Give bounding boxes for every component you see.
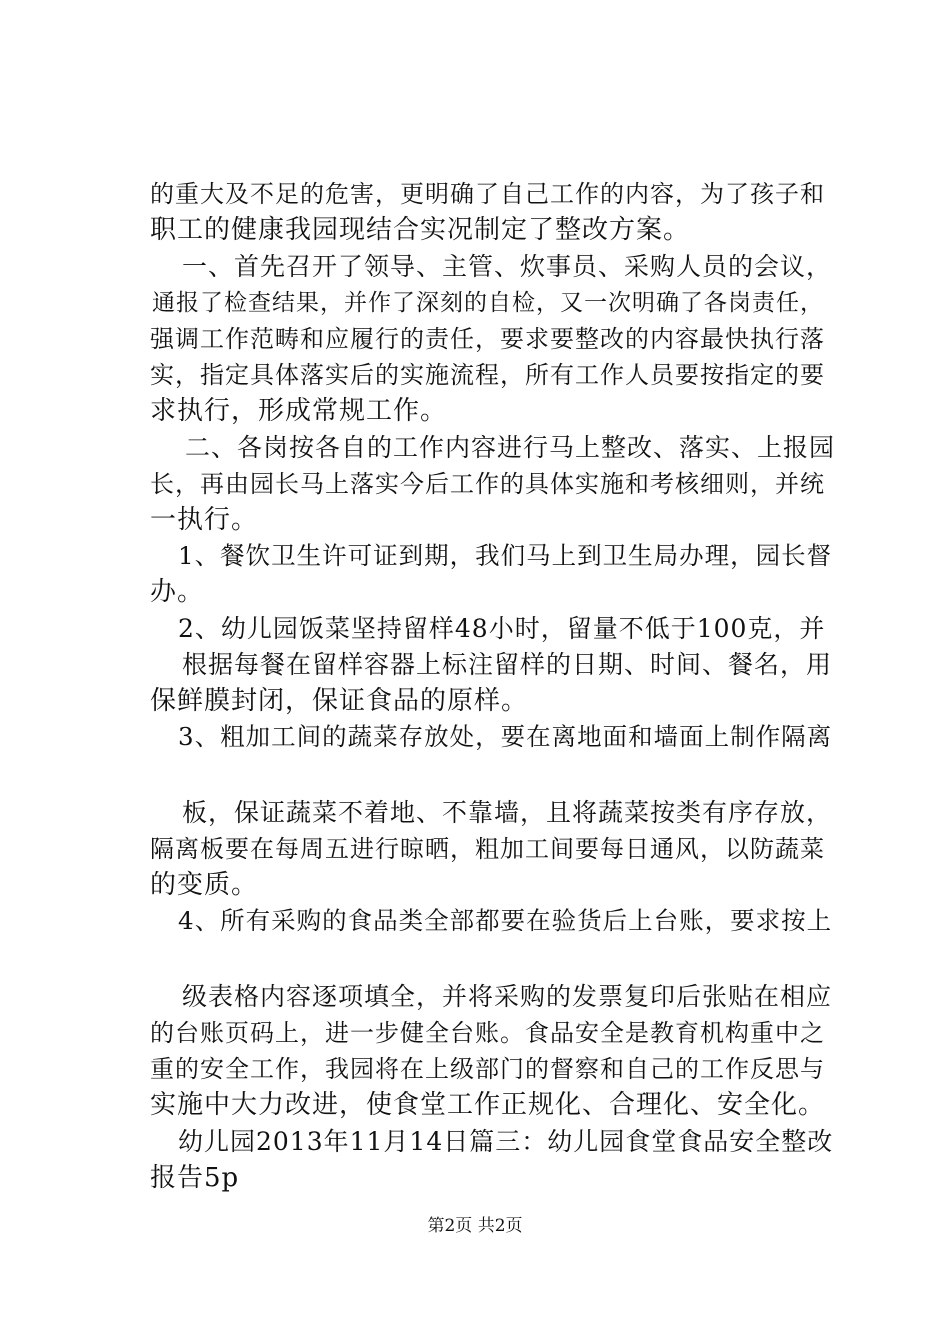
paragraph-line: 求执行，形成常规工作。 [150,396,448,426]
paragraph-line: 幼儿园2013年11月14日篇三：幼儿园食堂食品安全整改 [178,1127,834,1156]
paragraph-line: 1、餐饮卫生许可证到期，我们马上到卫生局办理，园长督 [178,541,833,570]
paragraph-line: 一、首先召开了领导、主管、炊事员、采购人员的会议， [182,252,833,281]
paragraph-line: 保鲜膜封闭，保证食品的原样。 [150,686,529,716]
paragraph-line: 4、所有采购的食品类全部都要在验货后上台账，要求按上 [178,906,833,935]
paragraph-line: 报告5p [150,1163,240,1193]
paragraph-line: 板，保证蔬菜不着地、不靠墙，且将蔬菜按类有序存放， [182,798,833,827]
paragraph-line: 办。 [150,577,205,607]
page-number-footer: 第2页 共2页 [427,1216,523,1236]
paragraph-line: 的重大及不足的危害，更明确了自己工作的内容，为了孩子和 [150,180,825,208]
paragraph-line: 长，再由园长马上落实今后工作的具体实施和考核细则，并统 [150,470,825,498]
paragraph-line: 3、粗加工间的蔬菜存放处，要在离地面和墙面上制作隔离 [178,722,833,751]
paragraph-line: 职工的健康我园现结合实况制定了整改方案。 [150,215,691,245]
paragraph-line: 的变质。 [150,870,259,900]
paragraph-line: 实施中大力改进，使食堂工作正规化、合理化、安全化。 [150,1090,826,1120]
paragraph-line: 强调工作范畴和应履行的责任，要求要整改的内容最快执行落 [150,325,825,353]
paragraph-line: 通报了检查结果，并作了深刻的自检，又一次明确了各岗责任， [152,290,824,316]
paragraph-line: 级表格内容逐项填全，并将采购的发票复印后张贴在相应 [182,982,833,1011]
paragraph-line: 的台账页码上，进一步健全台账。食品安全是教育机构重中之 [150,1019,825,1047]
paragraph-line: 实，指定具体落实后的实施流程，所有工作人员要按指定的要 [150,361,825,389]
paragraph-line: 一执行。 [150,505,259,535]
paragraph-line: 根据每餐在留样容器上标注留样的日期、时间、餐名，用 [182,650,833,679]
paragraph-line: 2、幼儿园饭菜坚持留样48小时，留量不低于100克，并 [178,614,826,643]
paragraph-line: 重的安全工作，我园将在上级部门的督察和自己的工作反思与 [150,1055,825,1083]
paragraph-line: 隔离板要在每周五进行晾晒，粗加工间要每日通风，以防蔬菜 [150,835,825,863]
paragraph-line: 二、各岗按各自的工作内容进行马上整改、落实、上报园 [185,433,836,462]
